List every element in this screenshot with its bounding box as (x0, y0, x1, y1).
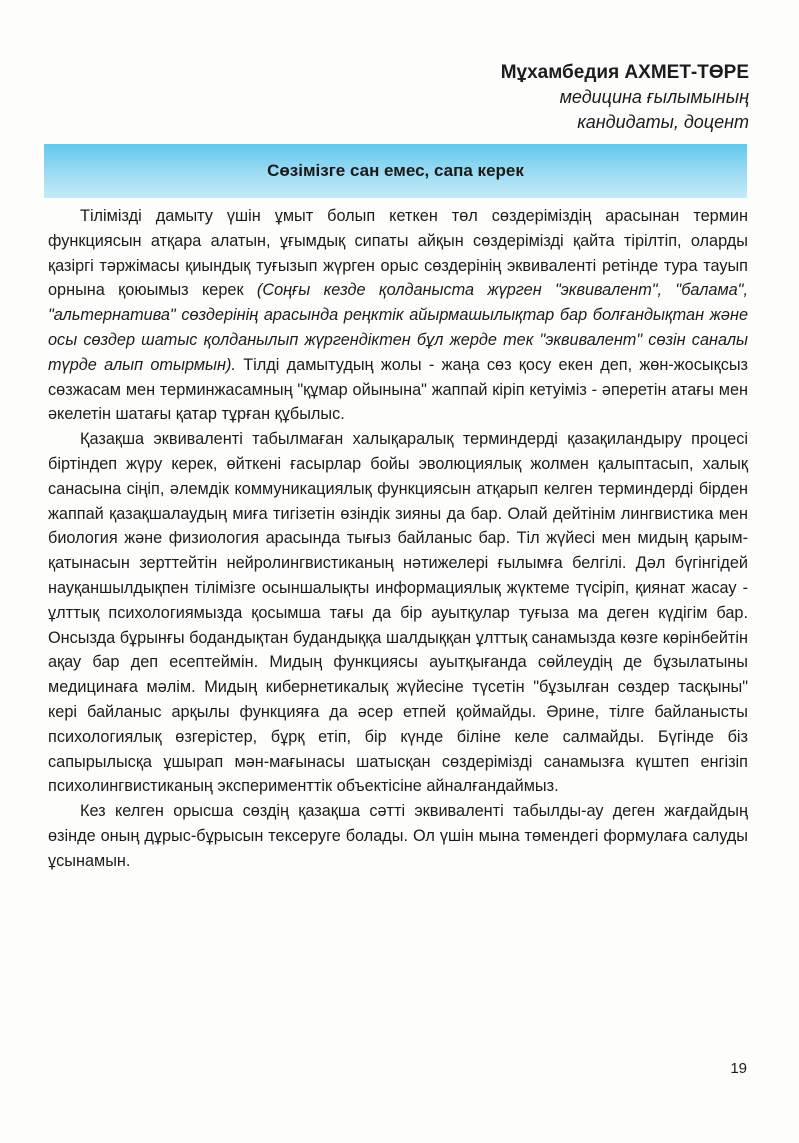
paragraph-3: Кез келген орысша сөздің қазақша сәтті эквиваленті табылды-ау деген жағдайдың өзінде оның дұрыс-бұрысын тексеруге болады. Ол үшін мына төмендегі формулаға салуды ұсынамын. (48, 802, 748, 870)
author-title-line2: кандидаты, доцент (577, 112, 749, 132)
author-title-line1: медицина ғылымының (559, 87, 749, 107)
author-name: Мұхамбедия АХМЕТ-ТӨРЕ (500, 62, 749, 83)
article-title: Сөзімізге сан емес, сапа керек (267, 161, 524, 180)
paragraph-1-text-a: Тілімізді дамыту үшін ұмыт болып кеткен төл сөздеріміздің арасынан термин функциясын атқара алатын, ұғымдық сипаты айқын сөздерімізді қайта тірілтіп, оларды қазіргі тәржімасы қиындық туғызып жүрген орыс сөздерінің эквиваленті ретінде тура тауып орнына қоюымыз керек (48, 207, 748, 300)
paragraph-1 (48, 204, 748, 427)
page-number: 19 (730, 1060, 747, 1077)
title-band (44, 144, 747, 198)
author-block (501, 60, 749, 135)
paragraph-1-italic-note: (Соңғы кезде қолданыста жүрген "эквивалент", "балама", "альтернатива" сөздерінің арасында реңктік айырмашылықтар бар болғандықтан және осы сөздер шатыс қолданылып жүргендіктен бұл жерде тек "эквивалент" сөзін саналы түрде алып отырмын). (48, 281, 748, 374)
paragraph-1-text-b: Тілді дамытудың жолы - жаңа сөз қосу екен деп, жөн-жосықсыз сөзжасам мен терминжасамның "құмар ойынына" жаппай кіріп кетуіміз - әперетін атағы мен әкелетін шатағы қатар тұрған құбылыс. (48, 355, 748, 424)
article-body (48, 204, 748, 874)
paragraph-2: Қазақша эквиваленті табылмаған халықаралық терминдерді қазақиландыру процесі біртіндеп жүру керек, өйткені ғасырлар бойы эволюциялық жолмен қалыптасып, халық санасына сіңіп, әлемдік коммуникациялық функциясын атқарып келген терминдерді бірден жаппай қазақшалаудың миға тигізетін өзіндік зияны да бар. Олай дейтінім лингвистика мен биология және физиология арасында тығыз байланыс бар. Тіл жүйесі мен мидың қарым-қатынасын зерттейтін нейролингвистиканың нәтижелері ғылымға белгілі. Дәл бүгінгідей науқаншылдықпен тілімізге осыншалықты информациялық жүктеме түсіріп, қиянат жасау - ұлттық психологиямызда қосымша тағы да бір ауытқулар туғыза ма деген күдігім бар. Онсызда бұрынғы бодандықтан будандыққа шалдыққан ұлттық санамызда көзге көрінбейтін ақау бар деп есептеймін. Мидың функциясы ауытқығанда сөйлеудің де бұзылатыны медицинаға мәлім. Мидың кибернетикалық жүйесіне түсетін "бұзылған сөздер тасқыны" кері байланыс арқылы функцияға да әсер етпей қоймайды. Әрине, тілге байланысты психологиялық өзгерістер, бұрқ етіп, бір күнде біліне келе салмайды. Бүгінде біз сапырылысқа ұшырап мән-мағынасы шатысқан сөздерімізді санамызға күштеп енгізіп психолингвистиканың эксперименттік объектісіне айналғандаймыз. (48, 430, 748, 796)
